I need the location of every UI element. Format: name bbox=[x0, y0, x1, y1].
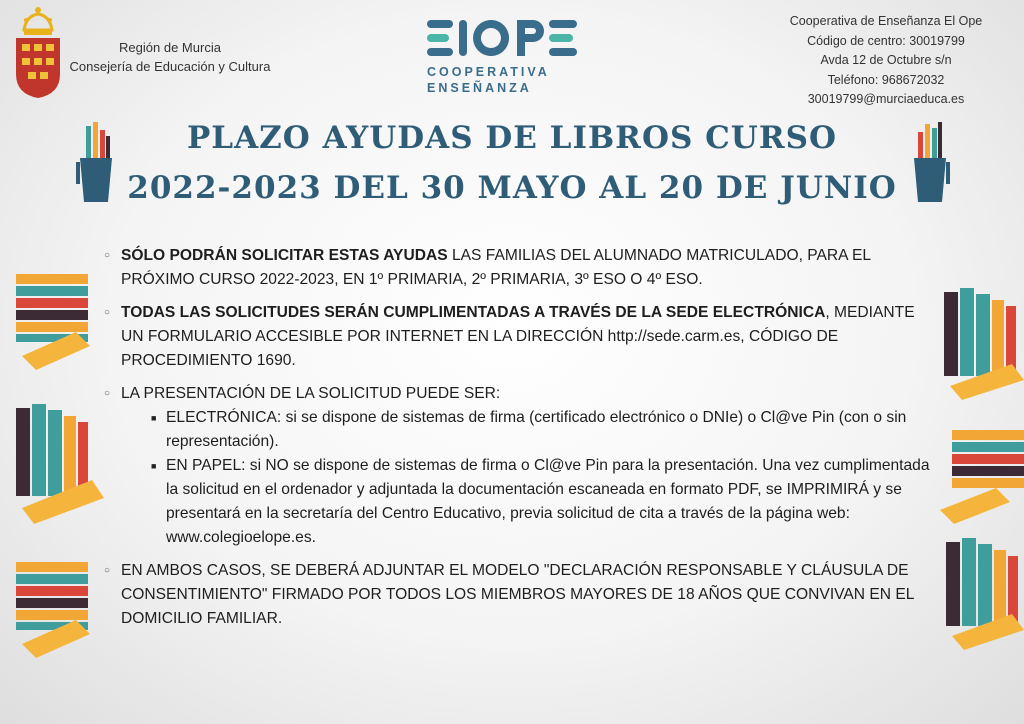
sub-item-electronic: ■ ELECTRÓNICA: si se dispone de sistemas de firma (certificado electrónico o DNIe) o Cl@ve Pin (con o sin representación). bbox=[151, 406, 934, 454]
contact-school-name: Cooperativa de Enseñanza El Ope bbox=[789, 14, 983, 28]
item-3-text: LA PRESENTACIÓN DE LA SOLICITUD PUEDE SER: bbox=[121, 385, 501, 402]
book-row-icon bbox=[12, 402, 108, 529]
list-item bbox=[104, 244, 934, 292]
logo-sub-cooperativa: COOPERATIVA bbox=[427, 65, 550, 79]
contact-block bbox=[760, 12, 1012, 110]
item-1-text: LAS FAMILIAS DEL ALUMNADO MATRICULADO, PARA EL PRÓXIMO CURSO 2022-2023, EN 1º PRIMARIA, 2º PRIMARIA, 3º ESO O 4º ESO. bbox=[121, 247, 871, 288]
contact-phone: Teléfono: 968672032 bbox=[827, 72, 945, 87]
item-2-text: , MEDIANTE UN FORMULARIO ACCESIBLE POR INTERNET EN LA DIRECCIÓN http://sede.carm.es, CÓDIGO DE PROCEDIMIENTO 1690. bbox=[121, 304, 915, 369]
contact-email[interactable]: 30019799@murciaeduca.es bbox=[807, 92, 965, 106]
region-text bbox=[60, 38, 280, 76]
logo-sub-ensenanza: ENSEÑANZA bbox=[427, 81, 532, 95]
contact-center-code: Código de centro: 30019799 bbox=[807, 33, 965, 48]
notice-content bbox=[104, 244, 934, 640]
list-item bbox=[104, 382, 934, 550]
region-name: Región de Murcia bbox=[119, 40, 221, 55]
title-line-1: PLAZO AYUDAS DE LIBROS CURSO bbox=[187, 120, 837, 156]
page-title bbox=[100, 113, 924, 213]
elope-logo bbox=[425, 14, 605, 98]
list-item bbox=[104, 301, 934, 373]
item-4-text: EN AMBOS CASOS, SE DEBERÁ ADJUNTAR EL MODELO "DECLARACIÓN RESPONSABLE Y CLÁUSULA DE CONSENTIMIENTO" FIRMADO POR TODOS LOS MIEMBROS MAYORES DE 18 AÑOS QUE CONVIVAN EN EL DOMICILIO FAMILIAR. bbox=[121, 562, 914, 627]
sub-item-paper: ■ EN PAPEL: si NO se dispone de sistemas de firma o Cl@ve Pin para la presentación. Una vez cumplimentada la solicitud en el ordenador y adjuntada la documentación escaneada en formato PDF, se IMPRIMIRÁ y se presentará en la secretaría del Centro Educativo, previa solicitud de cita a través de la página web: www.colegioelope.es. bbox=[151, 454, 934, 550]
book-row-icon bbox=[934, 538, 1024, 655]
region-crest-logo bbox=[12, 4, 64, 100]
item-2-bold: TODAS LAS SOLICITUDES SERÁN CUMPLIMENTADAS A TRAVÉS DE LA SEDE ELECTRÓNICA bbox=[121, 304, 826, 321]
title-line-2: 2022-2023 DEL 30 MAYO AL 20 DE JUNIO bbox=[127, 170, 897, 206]
item-1-bold: SÓLO PODRÁN SOLICITAR ESTAS AYUDAS bbox=[121, 247, 448, 264]
book-stack-icon bbox=[14, 270, 104, 377]
book-stack-icon bbox=[14, 558, 104, 665]
contact-address: Avda 12 de Octubre s/n bbox=[820, 53, 952, 67]
book-row-icon bbox=[930, 288, 1024, 405]
list-item bbox=[104, 559, 934, 631]
department-name: Consejería de Educación y Cultura bbox=[69, 59, 271, 74]
book-stack-icon bbox=[936, 428, 1024, 531]
